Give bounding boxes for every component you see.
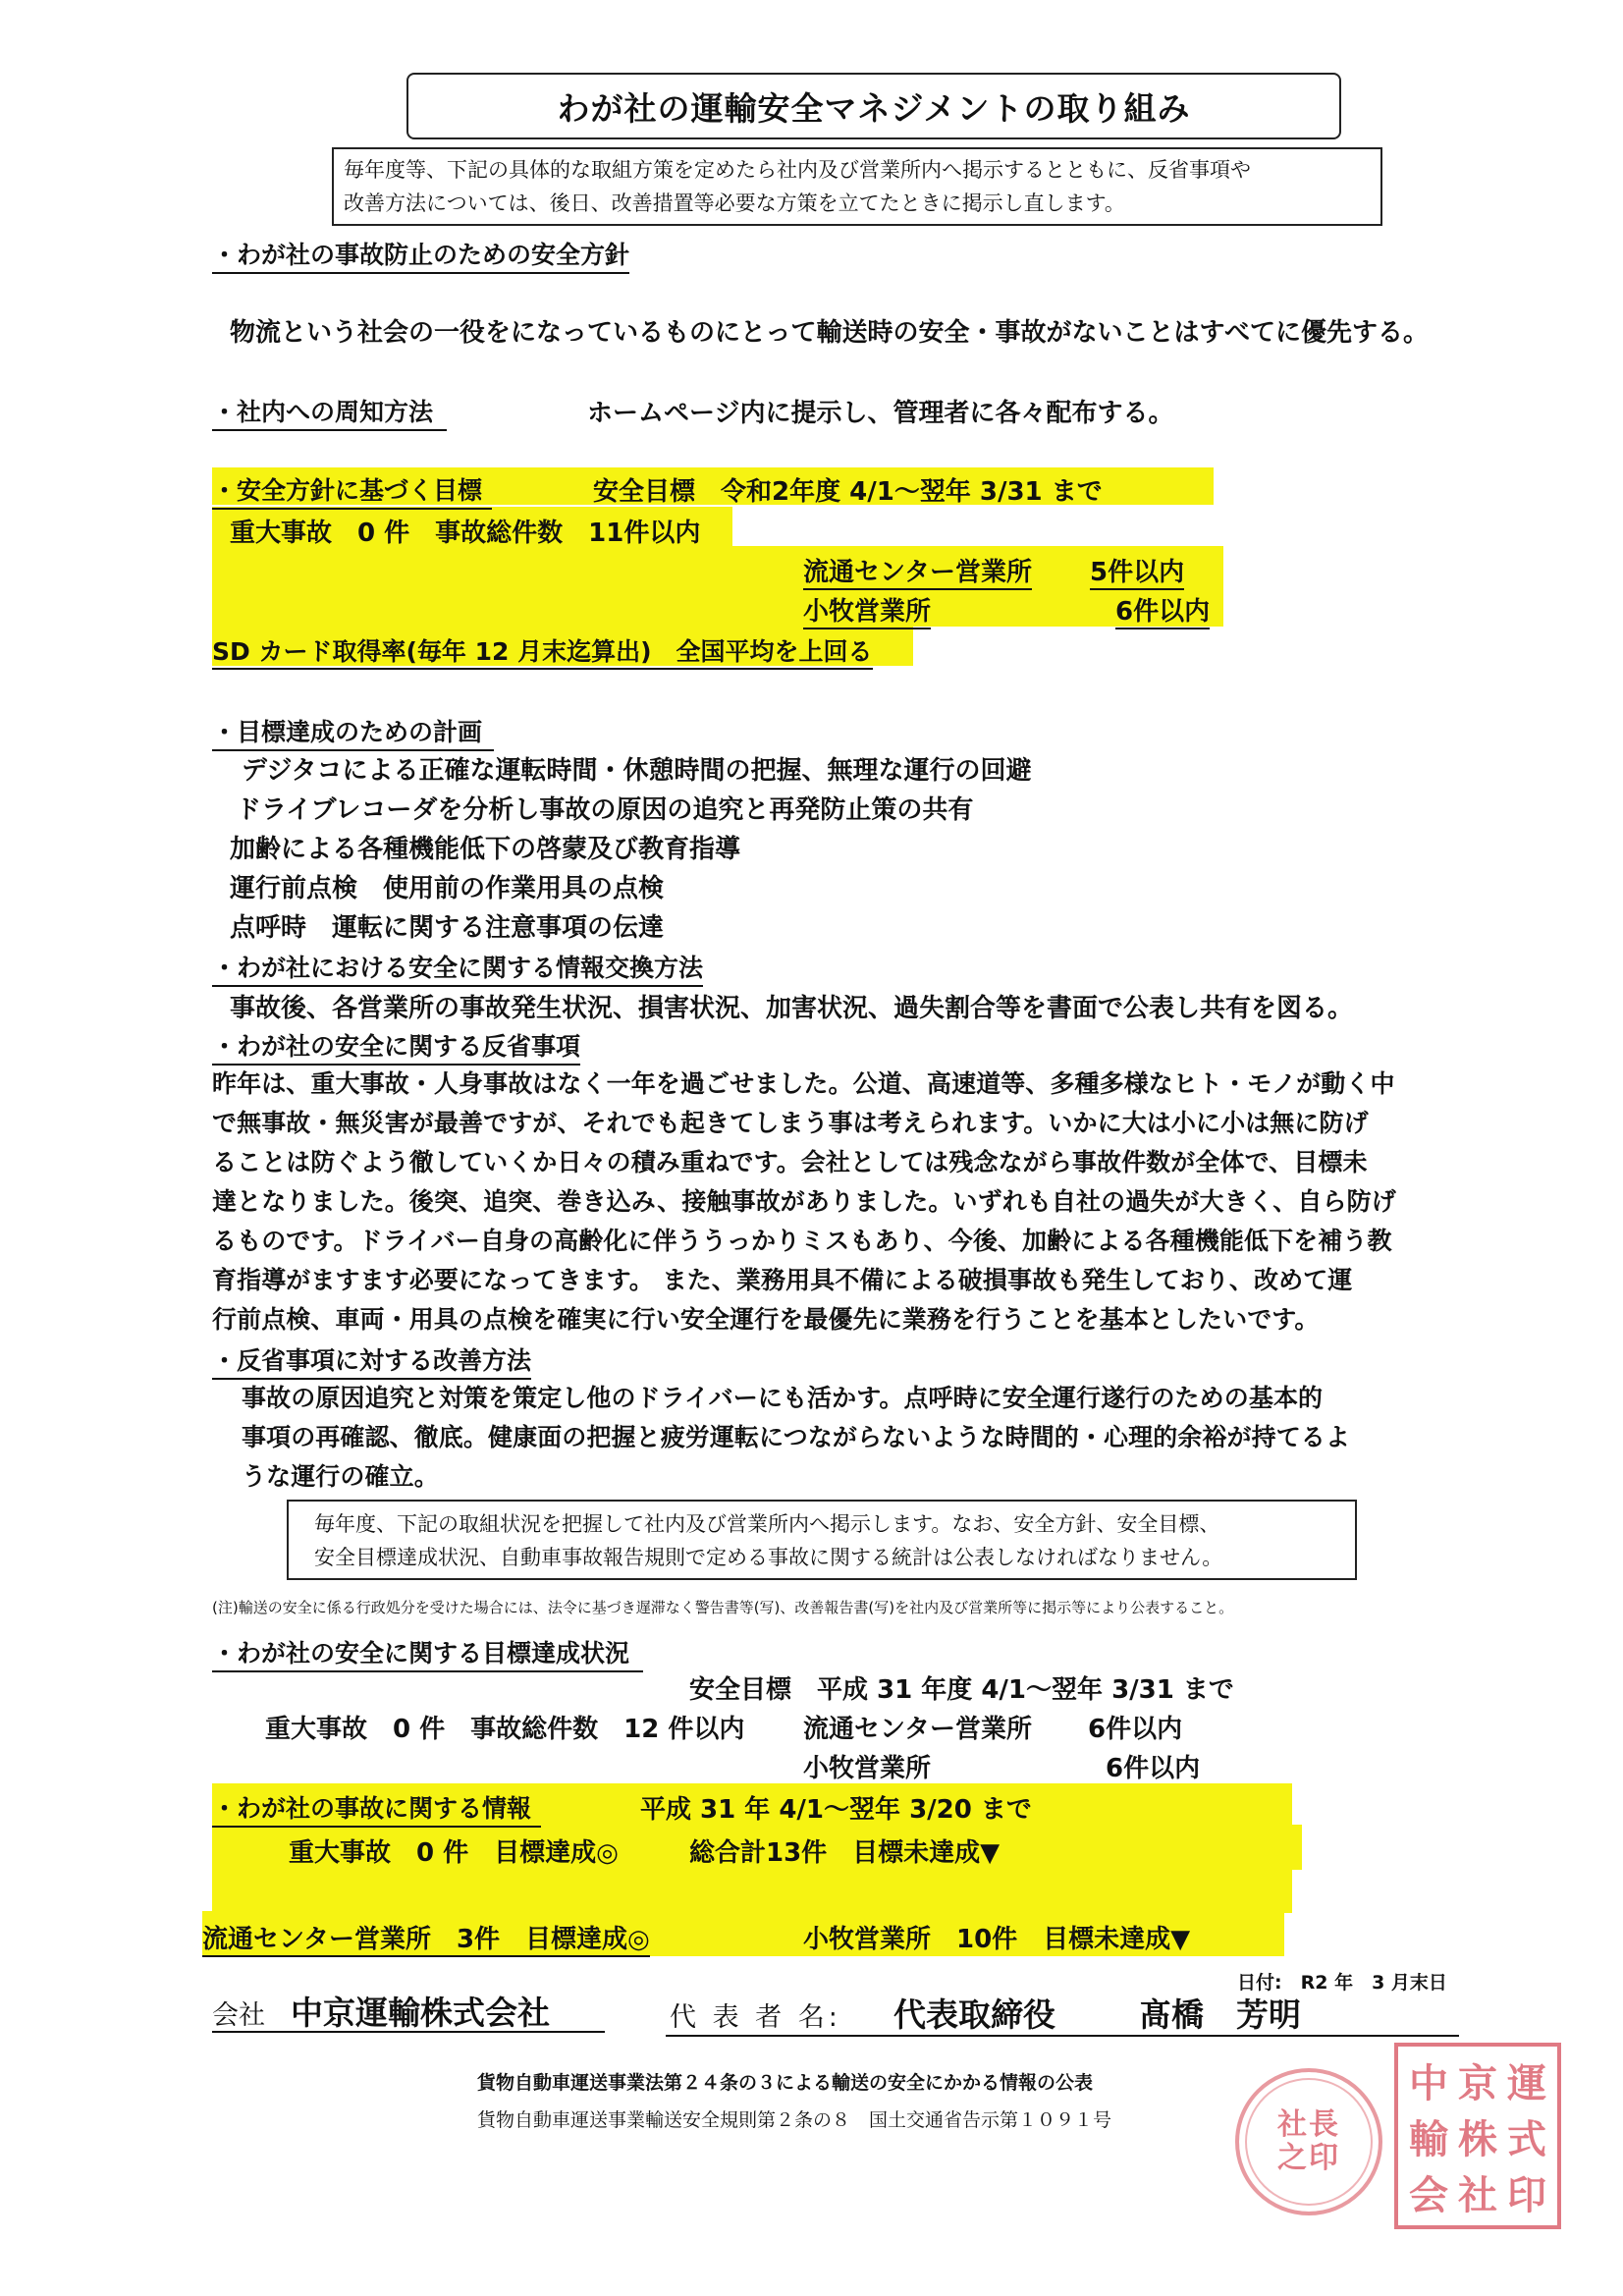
policy-heading: ・わが社の事故防止のための安全方針 bbox=[212, 236, 629, 274]
highlight-bar bbox=[212, 546, 1223, 585]
representative-name: 髙橋 芳明 bbox=[1139, 1995, 1301, 2034]
improvement-line: うな運行の確立。 bbox=[242, 1462, 439, 1491]
accident-info-total: 総合計13件 目標未達成▼ bbox=[689, 1838, 1001, 1868]
reflection-line: るものです。ドライバー自身の高齢化に伴ううっかりミスもあり、今後、加齢による各種機能低下を補う教 bbox=[212, 1227, 1392, 1255]
reflection-line: ることは防ぐよう徹していくか日々の積み重ねです。会社としては残念ながら事故件数が全体で、目標未 bbox=[212, 1148, 1368, 1176]
plan-item: 点呼時 運転に関する注意事項の伝達 bbox=[230, 913, 665, 943]
targets-heading: ・安全方針に基づく目標 bbox=[212, 471, 492, 510]
targets-branch2-name: 小牧営業所 bbox=[803, 591, 931, 629]
highlight-bar bbox=[212, 1868, 1292, 1913]
accident-info-branch2: 小牧営業所 10件 目標未達成▼ bbox=[803, 1925, 1191, 1954]
reflection-line: 行前点検、車両・用具の点検を確実に行い安全運行を最優先に業務を行うことを基本としたいです。 bbox=[212, 1305, 1320, 1334]
plan-item: ドライブレコーダを分析し事故の原因の追究と再発防止策の共有 bbox=[236, 795, 974, 825]
targets-branch1-value: 5件以内 bbox=[1090, 552, 1184, 590]
reflection-line: 達となりました。後突、追突、巻き込み、接触事故がありました。いずれも自社の過失が大きく、自ら防げ bbox=[212, 1187, 1396, 1216]
notice-text: ホームページ内に提示し、管理者に各々配布する。 bbox=[587, 399, 1174, 428]
achievement-heading: ・わが社の安全に関する目標達成状況 bbox=[212, 1634, 643, 1672]
page-title: わが社の運輸安全マネジメントの取り組み bbox=[406, 73, 1341, 139]
accident-info-serious: 重大事故 0 件 目標達成◎ bbox=[289, 1838, 619, 1868]
representative-label: 代 表 者 名: bbox=[670, 2002, 841, 2033]
company-seal-icon bbox=[1394, 2043, 1561, 2229]
company-name: 中京運輸株式会社 bbox=[291, 1994, 550, 2032]
targets-branch2-value: 6件以内 bbox=[1115, 591, 1210, 629]
reflection-line: で無事故・無災害が最善ですが、それでも起きてしまう事は考えられます。いかに大は小に小は無に防げ bbox=[212, 1109, 1369, 1137]
improvement-line: 事項の再確認、徹底。健康面の把握と疲労運転につながらないような時間的・心理的余裕が持てるよ bbox=[242, 1423, 1351, 1451]
policy-text: 物流という社会の一役をになっているものにとって輸送時の安全・事故がないことはすべてに優先する。 bbox=[230, 318, 1429, 348]
improvement-paragraph bbox=[242, 1379, 1508, 1497]
signature-underline bbox=[666, 2035, 1459, 2037]
plan-item: 運行前点検 使用前の作業用具の点検 bbox=[230, 874, 665, 903]
improvement-line: 事故の原因追究と対策を策定し他のドライバーにも活かす。点呼時に安全運行遂行のための基本的 bbox=[242, 1384, 1324, 1412]
second-note-line: 毎年度、下記の取組状況を把握して社内及び営業所内へ掲示します。なお、安全方針、安全目標、 bbox=[314, 1512, 1220, 1536]
achievement-branch2-value: 6件以内 bbox=[1106, 1754, 1201, 1783]
company-label: 会社 bbox=[212, 2000, 265, 2031]
second-note-line: 安全目標達成状況、自動車事故報告規則で定める事故に関する統計は公表しなければなりません。 bbox=[314, 1546, 1223, 1569]
reflection-heading: ・わが社の安全に関する反省事項 bbox=[212, 1027, 580, 1066]
improvement-heading: ・反省事項に対する改善方法 bbox=[212, 1341, 531, 1380]
notice-heading: ・社内への周知方法 bbox=[212, 393, 447, 431]
plan-item: デジタコによる正確な運転時間・休憩時間の把握、無理な運行の回避 bbox=[242, 756, 1032, 786]
achievement-period: 安全目標 平成 31 年度 4/1～翌年 3/31 まで bbox=[689, 1675, 1234, 1705]
exchange-text: 事故後、各営業所の事故発生状況、損害状況、加害状況、過失割合等を書面で公表し共有を図る。 bbox=[230, 994, 1354, 1023]
highlight-bar bbox=[212, 585, 1223, 627]
intro-note-line: 毎年度等、下記の具体的な取組方策を定めたら社内及び営業所内へ掲示するとともに、反省事項や bbox=[344, 158, 1251, 182]
reflection-paragraph bbox=[212, 1065, 1479, 1339]
round-seal-glyph: 社長 之印 bbox=[1277, 2107, 1340, 2175]
reflection-line: 昨年は、重大事故・人身事故はなく一年を過ごせました。公道、高速道等、多種多様なヒト・モノが動く中 bbox=[212, 1069, 1395, 1098]
intro-note-line: 改善方法については、後日、改善措置等必要な方策を立てたときに掲示し直します。 bbox=[344, 191, 1125, 215]
achievement-branch2-name: 小牧営業所 bbox=[803, 1754, 932, 1783]
company-seal-glyphs: 中 京 運 輸 株 式 会 社 印 bbox=[1409, 2060, 1546, 2218]
plan-item: 加齢による各種機能低下の啓蒙及び教育指導 bbox=[230, 835, 741, 864]
representative-title: 代表取締役 bbox=[893, 1995, 1055, 2034]
footnote: (注)輸送の安全に係る行政処分を受けた場合には、法令に基づき遅滞なく警告書等(写)、改善報告書(写)を社内及び営業所等に掲示等により公表すること。 bbox=[212, 1599, 1234, 1616]
accident-info-heading: ・わが社の事故に関する情報 bbox=[212, 1789, 541, 1828]
exchange-heading: ・わが社における安全に関する情報交換方法 bbox=[212, 949, 703, 987]
reflection-line: 育指導がますます必要になってきます。 また、業務用具不備による破損事故も発生しており、改めて運 bbox=[212, 1266, 1353, 1294]
targets-branch1-name: 流通センター営業所 bbox=[803, 552, 1032, 590]
accident-info-branch1: 流通センター営業所 3件 目標達成◎ bbox=[202, 1919, 650, 1957]
intro-note-box bbox=[332, 147, 1382, 226]
law-line-1: 貨物自動車運送事業法第２４条の３による輸送の安全にかかる情報の公表 bbox=[477, 2072, 1094, 2094]
second-note-box bbox=[287, 1500, 1357, 1580]
achievement-branch1-value: 6件以内 bbox=[1088, 1715, 1183, 1744]
plan-heading: ・目標達成のための計画 bbox=[212, 713, 494, 751]
accident-info-period: 平成 31 年 4/1～翌年 3/20 まで bbox=[640, 1795, 1032, 1825]
achievement-summary: 重大事故 0 件 事故総件数 12 件以内 bbox=[265, 1715, 745, 1744]
law-line-2: 貨物自動車運送事業輸送安全規則第２条の８ 国土交通省告示第１０９１号 bbox=[477, 2109, 1112, 2131]
document-date: 日付: R2 年 3 月末日 bbox=[1237, 1972, 1447, 1994]
targets-sd: SD カード取得率(毎年 12 月末迄算出) 全国平均を上回る bbox=[212, 632, 873, 670]
targets-summary: 重大事故 0 件 事故総件数 11件以内 bbox=[230, 519, 701, 548]
achievement-branch1-name: 流通センター営業所 bbox=[803, 1715, 1032, 1744]
targets-period: 安全目標 令和2年度 4/1～翌年 3/31 まで bbox=[593, 477, 1103, 507]
round-seal-icon bbox=[1235, 2068, 1382, 2215]
